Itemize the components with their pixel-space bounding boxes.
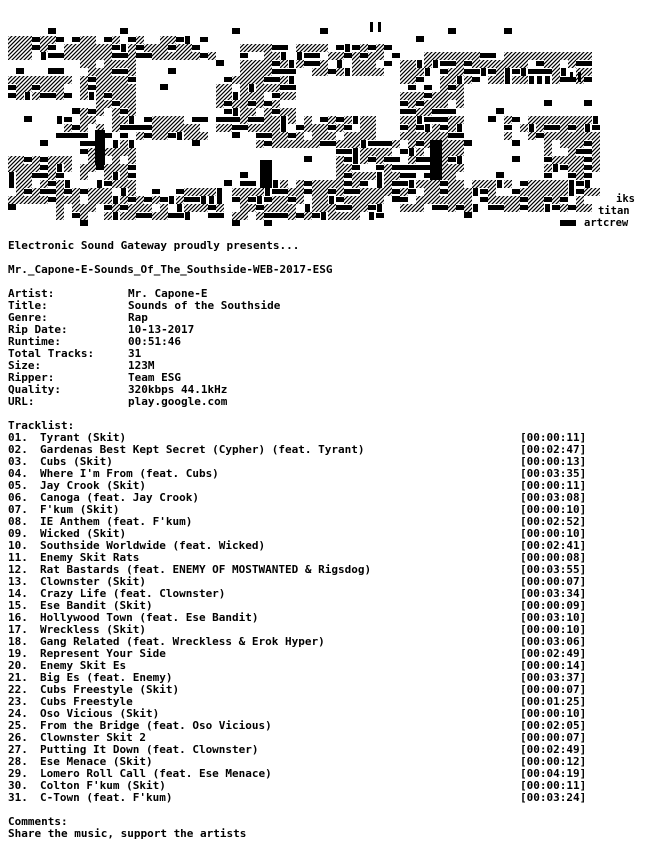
tracklist-label: Tracklist: (8, 419, 75, 432)
info-row-total-tracks (8, 348, 608, 360)
track-title: Enemy Skit Es (40, 659, 127, 672)
intro-line: Electronic Sound Gateway proudly presents... (8, 239, 300, 252)
track-number: 17. (8, 623, 28, 636)
release-name: Mr._Capone-E-Sounds_Of_The_Southside-WEB-2017-ESG (8, 263, 333, 276)
track-title: F'kum (Skit) (40, 503, 120, 516)
info-row-genre (8, 312, 608, 324)
track-number: 13. (8, 575, 28, 588)
info-key: Artist: (8, 287, 55, 300)
info-value: 10-13-2017 (128, 323, 195, 336)
track-title: Where I'm From (feat. Cubs) (40, 467, 219, 480)
track-title: From the Bridge (feat. Oso Vicious) (40, 719, 272, 732)
track-title: Cubs (Skit) (40, 455, 113, 468)
track-number: 23. (8, 695, 28, 708)
track-duration: [00:03:37] (520, 671, 587, 684)
track-duration: [00:02:05] (520, 719, 587, 732)
info-value: 320kbps 44.1kHz (128, 383, 228, 396)
track-number: 27. (8, 743, 28, 756)
track-duration: [00:00:07] (520, 575, 587, 588)
track-duration: [00:04:19] (520, 767, 587, 780)
info-row-artist (8, 288, 608, 300)
info-row-title (8, 300, 608, 312)
track-duration: [00:02:47] (520, 443, 587, 456)
track-title: Ese Bandit (Skit) (40, 599, 153, 612)
track-number: 24. (8, 707, 28, 720)
track-title: Cubs Freestyle (40, 695, 133, 708)
track-duration: [00:00:09] (520, 599, 587, 612)
artist-credit-artcrew: artcrew (584, 217, 629, 229)
track-duration: [00:00:12] (520, 755, 587, 768)
track-duration: [00:00:11] (520, 479, 587, 492)
info-value: Rap (128, 311, 148, 324)
track-number: 03. (8, 455, 28, 468)
track-number: 22. (8, 683, 28, 696)
tracklist (8, 432, 608, 804)
track-number: 21. (8, 671, 28, 684)
track-duration: [00:02:49] (520, 743, 587, 756)
track-number: 04. (8, 467, 28, 480)
info-key: Ripper: (8, 371, 55, 384)
track-number: 18. (8, 635, 28, 648)
track-duration: [00:03:06] (520, 635, 587, 648)
track-number: 19. (8, 647, 28, 660)
info-value: 00:51:46 (128, 335, 181, 348)
comments-text: Share the music, support the artists (8, 827, 247, 840)
track-number: 10. (8, 539, 28, 552)
info-value: 123M (128, 359, 155, 372)
track-title: Enemy Skit Rats (40, 551, 140, 564)
info-key: Rip Date: (8, 323, 68, 336)
info-value: play.google.com (128, 395, 228, 408)
track-duration: [00:02:49] (520, 647, 587, 660)
track-duration: [00:03:10] (520, 611, 587, 624)
track-duration: [00:00:14] (520, 659, 587, 672)
comments-label: Comments: (8, 815, 68, 828)
track-title: Oso Vicious (Skit) (40, 707, 160, 720)
track-duration: [00:00:11] (520, 431, 587, 444)
info-key: Genre: (8, 311, 48, 324)
track-duration: [00:03:24] (520, 791, 587, 804)
track-number: 02. (8, 443, 28, 456)
track-title: Big Es (feat. Enemy) (40, 671, 173, 684)
track-duration: [00:00:08] (520, 551, 587, 564)
track-duration: [00:00:13] (520, 455, 587, 468)
track-duration: [00:00:10] (520, 707, 587, 720)
artist-credit-iks: iks (616, 193, 635, 205)
info-key: Title: (8, 299, 48, 312)
track-title: Wreckless (Skit) (40, 623, 146, 636)
track-number: 31. (8, 791, 28, 804)
track-title: IE Anthem (feat. F'kum) (40, 515, 193, 528)
release-info (8, 288, 608, 408)
track-duration: [00:03:35] (520, 467, 587, 480)
track-title: Represent Your Side (40, 647, 166, 660)
track-number: 28. (8, 755, 28, 768)
track-title: Gardenas Best Kept Secret (Cypher) (feat. Tyrant) (40, 443, 365, 456)
track-number: 06. (8, 491, 28, 504)
track-number: 20. (8, 659, 28, 672)
track-number: 07. (8, 503, 28, 516)
info-value: Sounds of the Southside (128, 299, 281, 312)
track-number: 01. (8, 431, 28, 444)
track-number: 11. (8, 551, 28, 564)
track-number: 25. (8, 719, 28, 732)
track-row (8, 792, 608, 804)
track-title: Tyrant (Skit) (40, 431, 127, 444)
track-number: 29. (8, 767, 28, 780)
info-key: Total Tracks: (8, 347, 95, 360)
track-title: Putting It Down (feat. Clownster) (40, 743, 259, 756)
track-duration: [00:02:41] (520, 539, 587, 552)
track-number: 26. (8, 731, 28, 744)
track-title: Lomero Roll Call (feat. Ese Menace) (40, 767, 272, 780)
info-value: Mr. Capone-E (128, 287, 208, 300)
track-duration: [00:00:10] (520, 527, 587, 540)
track-title: Rat Bastards (feat. ENEMY OF MOSTWANTED & Rigsdog) (40, 563, 372, 576)
info-key: Size: (8, 359, 42, 372)
track-duration: [00:03:55] (520, 563, 587, 576)
track-title: Clownster (Skit) (40, 575, 146, 588)
info-key: Runtime: (8, 335, 61, 348)
info-row-url (8, 396, 608, 408)
track-number: 05. (8, 479, 28, 492)
info-row-rip-date (8, 324, 608, 336)
track-title: Canoga (feat. Jay Crook) (40, 491, 199, 504)
track-duration: [00:00:07] (520, 731, 587, 744)
track-duration: [00:01:25] (520, 695, 587, 708)
track-number: 09. (8, 527, 28, 540)
info-key: URL: (8, 395, 35, 408)
info-row-runtime (8, 336, 608, 348)
track-title: Ese Menace (Skit) (40, 755, 153, 768)
esg-ascii-logo (0, 0, 648, 238)
track-number: 15. (8, 599, 28, 612)
info-row-size (8, 360, 608, 372)
track-title: Wicked (Skit) (40, 527, 127, 540)
info-row-quality (8, 384, 608, 396)
info-value: Team ESG (128, 371, 181, 384)
artist-credit-titan: titan (598, 205, 630, 217)
info-row-ripper (8, 372, 608, 384)
track-title: Southside Worldwide (feat. Wicked) (40, 539, 266, 552)
track-duration: [00:02:52] (520, 515, 587, 528)
track-duration: [00:00:11] (520, 779, 587, 792)
track-title: Gang Related (feat. Wreckless & Erok Hyper) (40, 635, 325, 648)
track-title: Crazy Life (feat. Clownster) (40, 587, 226, 600)
track-duration: [00:03:08] (520, 491, 587, 504)
track-duration: [00:00:10] (520, 623, 587, 636)
track-number: 12. (8, 563, 28, 576)
track-number: 16. (8, 611, 28, 624)
track-title: C-Town (feat. F'kum) (40, 791, 173, 804)
track-number: 08. (8, 515, 28, 528)
track-title: Jay Crook (Skit) (40, 479, 146, 492)
track-number: 30. (8, 779, 28, 792)
track-number: 14. (8, 587, 28, 600)
track-title: Colton F'kum (Skit) (40, 779, 166, 792)
track-title: Cubs Freestyle (Skit) (40, 683, 180, 696)
info-key: Quality: (8, 383, 61, 396)
track-title: Clownster Skit 2 (40, 731, 146, 744)
track-title: Hollywood Town (feat. Ese Bandit) (40, 611, 259, 624)
info-value: 31 (128, 347, 142, 360)
track-duration: [00:00:07] (520, 683, 587, 696)
track-duration: [00:03:34] (520, 587, 587, 600)
track-duration: [00:00:10] (520, 503, 587, 516)
